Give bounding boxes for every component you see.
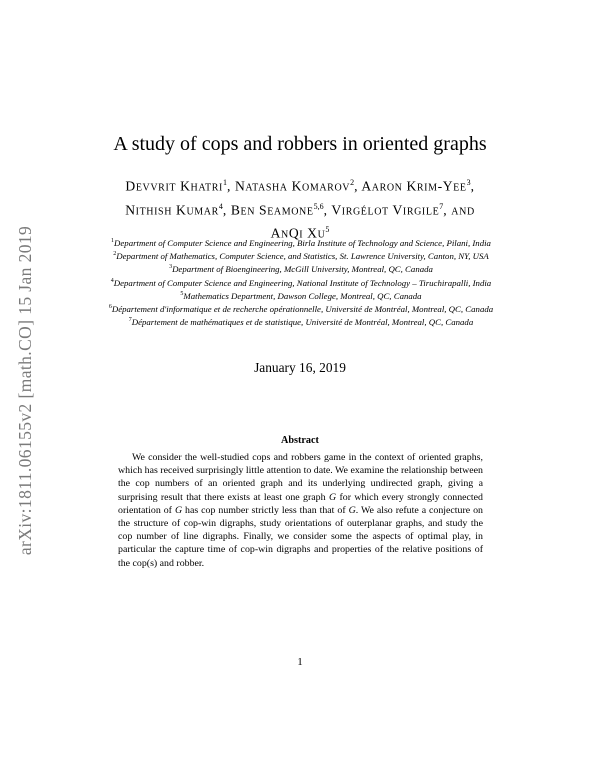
- author-affiliation-mark: 7: [439, 201, 444, 211]
- affiliation-list: [90, 236, 512, 329]
- abstract-heading: Abstract: [281, 435, 319, 446]
- author-name: Ben Seamone: [230, 202, 314, 218]
- author-affiliation-mark: 5,6: [313, 201, 324, 211]
- author-separator: ,: [354, 178, 359, 194]
- affiliation-number: 6: [108, 304, 112, 311]
- affiliation-text: Department of Computer Science and Engineering, Birla Institute of Technology and Science, Pilani, India: [114, 237, 491, 248]
- affiliation-text: Département de mathématiques et de statistique, Université de Montréal, Montreal, QC, Canada: [131, 317, 474, 328]
- author-name: Natasha Komarov: [234, 178, 351, 194]
- affiliation-item: [90, 276, 512, 289]
- arxiv-identifier[interactable]: arXiv:1811.06155v2 [math.CO] 15 Jan 2019: [15, 225, 36, 555]
- author-separator: ,: [443, 202, 448, 218]
- author-separator: ,: [323, 202, 328, 218]
- abstract-text: for which every strongly connected orientation of: [118, 491, 483, 516]
- author-name: Aaron Krim-Yee: [361, 178, 467, 194]
- author-separator: ,: [226, 178, 231, 194]
- page-number: 1: [297, 656, 303, 668]
- affiliation-item: [90, 315, 512, 328]
- author-affiliation-mark: 2: [350, 178, 355, 187]
- paper-title: A study of cops and robbers in oriented graphs: [113, 133, 487, 155]
- abstract-text: . We also refute a conjecture on the structure of cop-win digraphs, study orientations of outerplanar graphs, and study the cop number of line digraphs. Finally, we consider some the aspects of optimal play, in particular the capture time of cop-win digraphs and properties of the relative positions of the cop(s) and robber.: [118, 504, 483, 569]
- affiliation-item: [90, 302, 512, 315]
- abstract-text: We consider the well-studied cops and robbers game in the context of oriented graphs, which has received surprisingly little attention to date. We examine the relationship between the cop numbers of an oriented graph and its underlying undirected graph, giving a surprising result that there exists at least one graph: [118, 452, 483, 503]
- affiliation-number: 2: [113, 251, 117, 258]
- affiliation-item: [90, 289, 512, 302]
- publication-date: January 16, 2019: [254, 360, 346, 375]
- author-conjunction: and: [451, 202, 475, 218]
- affiliation-text: Département d'informatique et de recherche opérationnelle, Université de Montréal, Montreal, QC, Canada: [111, 304, 494, 315]
- math-variable: G: [174, 504, 183, 516]
- affiliation-text: Department of Bioengineering, McGill University, Montreal, QC, Canada: [172, 264, 433, 275]
- author-affiliation-mark: 5: [325, 225, 330, 235]
- author-separator: ,: [470, 178, 475, 194]
- arxiv-sidebar: [10, 194, 42, 586]
- affiliation-text: Department of Computer Science and Engineering, National Institute of Technology – Tiruchirapalli, India: [113, 277, 492, 288]
- affiliation-number: 4: [110, 277, 114, 284]
- affiliation-item: [90, 262, 512, 275]
- author-affiliation-mark: 4: [218, 201, 223, 211]
- math-variable: G: [348, 504, 356, 516]
- affiliation-number: 3: [169, 264, 173, 271]
- author-name: AnQi Xu: [270, 225, 326, 241]
- author-name: Nithish Kumar: [125, 202, 219, 218]
- author-separator: ,: [222, 202, 227, 218]
- affiliation-number: 1: [111, 238, 115, 244]
- math-variable: G: [328, 491, 337, 503]
- abstract-body: [118, 451, 483, 570]
- author-affiliation-mark: 3: [466, 178, 471, 187]
- affiliation-item: [90, 236, 512, 249]
- author-affiliation-mark: 1: [222, 178, 227, 187]
- author-list: [72, 173, 528, 244]
- affiliation-text: Department of Mathematics, Computer Science, and Statistics, St. Lawrence University, Canton, NY, USA: [116, 251, 489, 262]
- author-name: Devvrit Khatri: [125, 178, 223, 194]
- affiliation-number: 7: [128, 317, 132, 324]
- author-name: Virgélot Virgile: [331, 202, 440, 218]
- affiliation-text: Mathematics Department, Dawson College, Montreal, QC, Canada: [183, 290, 422, 301]
- affiliation-number: 5: [180, 290, 184, 297]
- abstract-text: has cop number strictly less than that of: [182, 504, 349, 516]
- affiliation-item: [90, 249, 512, 262]
